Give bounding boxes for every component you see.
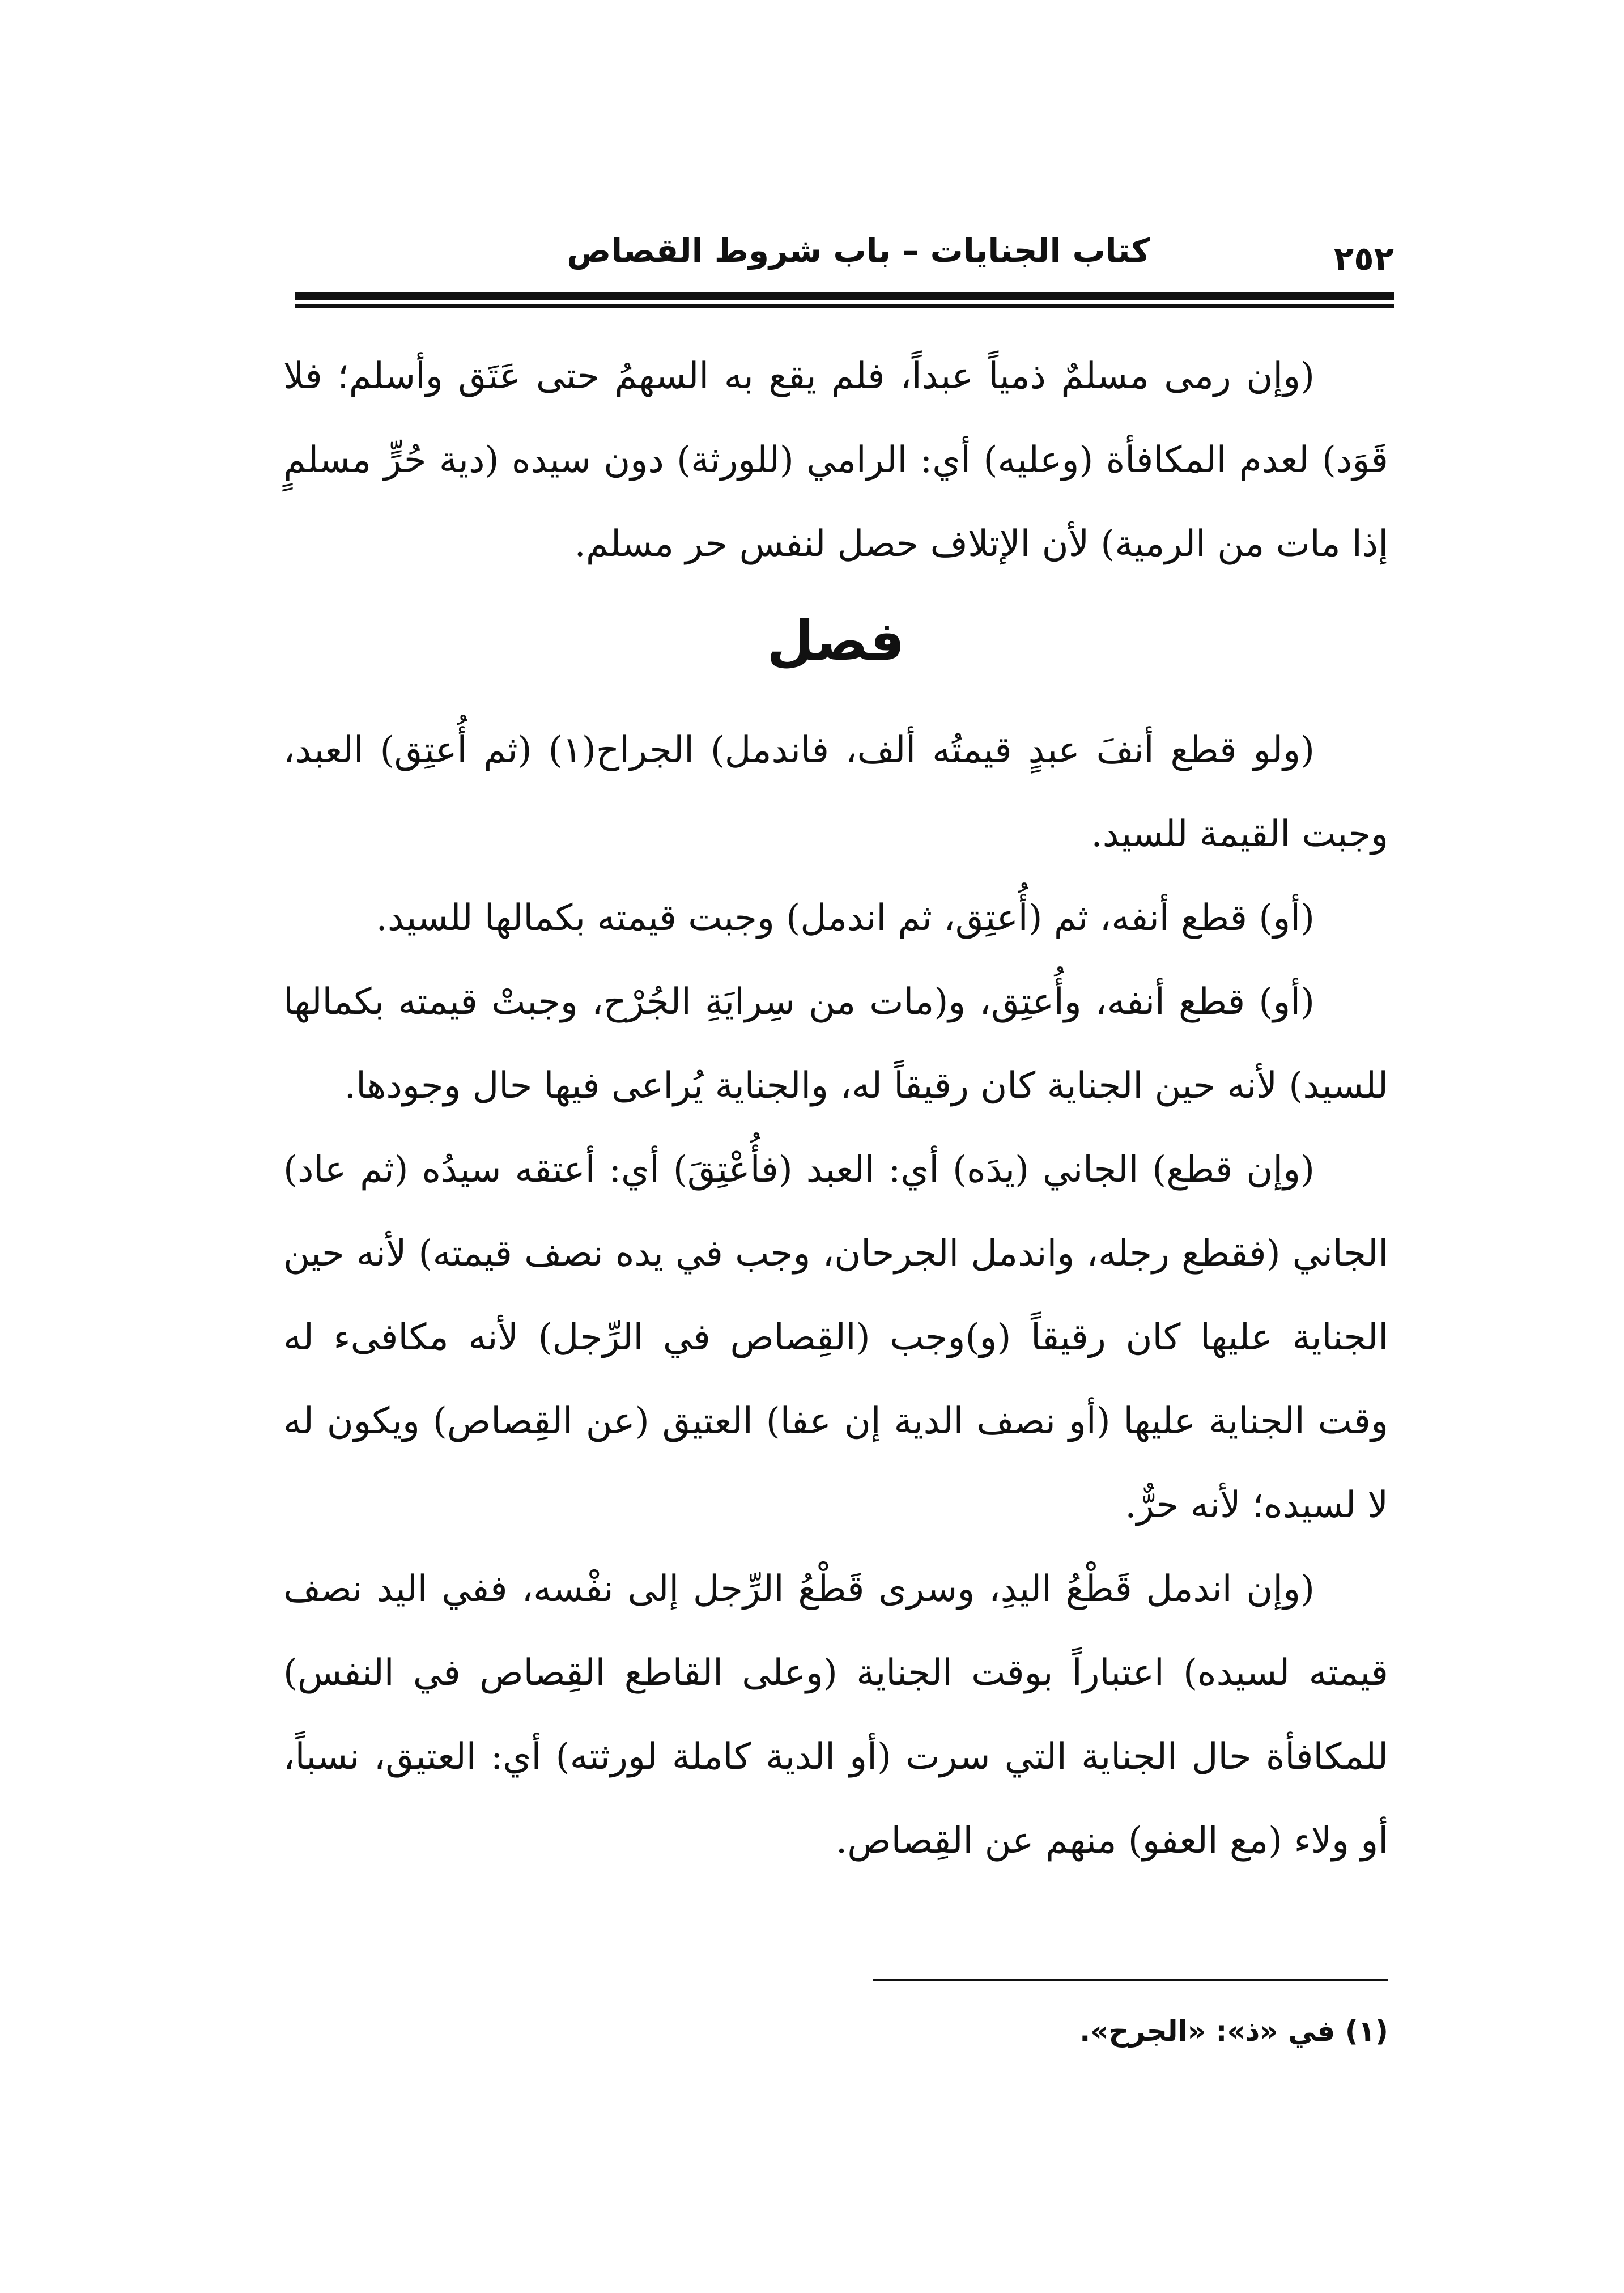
footnote-rule: [873, 1979, 1388, 1981]
header-rule-thin: [295, 304, 1394, 308]
section-paragraph-2: (أو) قطع أنفه، ثم (أُعتِق، ثم اندمل) وجبت قيمته بكمالها للسيد.: [376, 897, 1315, 939]
section-paragraph-1: (ولو قطع أنفَ عبدٍ قيمتُه ألف، فاندمل) الجراح(١) (ثم أُعتِق) العبد، وجبت القيمة للسيد.: [283, 729, 1388, 855]
header-rule-thick: [295, 292, 1394, 300]
section-heading: فصل: [767, 609, 905, 673]
section-paragraph-3: (أو) قطع أنفه، وأُعتِق، و(مات من سِرايَةِ الجُرْح، وجبتْ قيمته بكمالها للسيد) لأنه حين الجناية كان رقيقاً له، والجناية يُراعى فيها حال وجودها.: [283, 981, 1388, 1107]
page-header: [295, 227, 1394, 289]
footnote: (١) في «ذ»: «الجرح».: [1079, 2015, 1388, 2048]
body-text: [283, 334, 1388, 1883]
page-number: ٢٥٢: [1333, 239, 1394, 278]
section-paragraph-4: (وإن قطع) الجاني (يدَه) أي: العبد (فأُعْتِقَ) أي: أعتقه سيدُه (ثم عاد) الجاني (فقطع رجله، واندمل الجرحان، وجب في يده نصف قيمته) لأنه حين الجناية عليها كان رقيقاً (و)وجب (القِصاص في الرِّجل) لأنه مكافىء له وقت الجناية عليها (أو نصف الدية إن عفا) العتيق (عن القِصاص) ويكون له لا لسيده؛ لأنه حرٌّ.: [283, 1149, 1389, 1526]
running-title: كتاب الجنايات – باب شروط القصاص: [567, 231, 1150, 270]
section-paragraph-5: (وإن اندمل قَطْعُ اليدِ، وسرى قَطْعُ الرِّجل إلى نفْسه، ففي اليد نصف قيمته لسيده) اعتباراً بوقت الجناية (وعلى القاطع القِصاص في النفس) للمكافأة حال الجناية التي سرت (أو الدية كاملة لورثته) أي: العتيق، نسباً، أو ولاء (مع العفو) منهم عن القِصاص.: [283, 1568, 1388, 1862]
paragraph-intro: (وإن رمى مسلمٌ ذمياً عبداً، فلم يقع به السهمُ حتى عَتَق وأسلم؛ فلا قَوَد) لعدم المكافأة (وعليه) أي: الرامي (للورثة) دون سيده (دية حُرٍّ مسلمٍ إذا مات من الرمية) لأن الإتلاف حصل لنفس حر مسلم.: [283, 355, 1389, 565]
